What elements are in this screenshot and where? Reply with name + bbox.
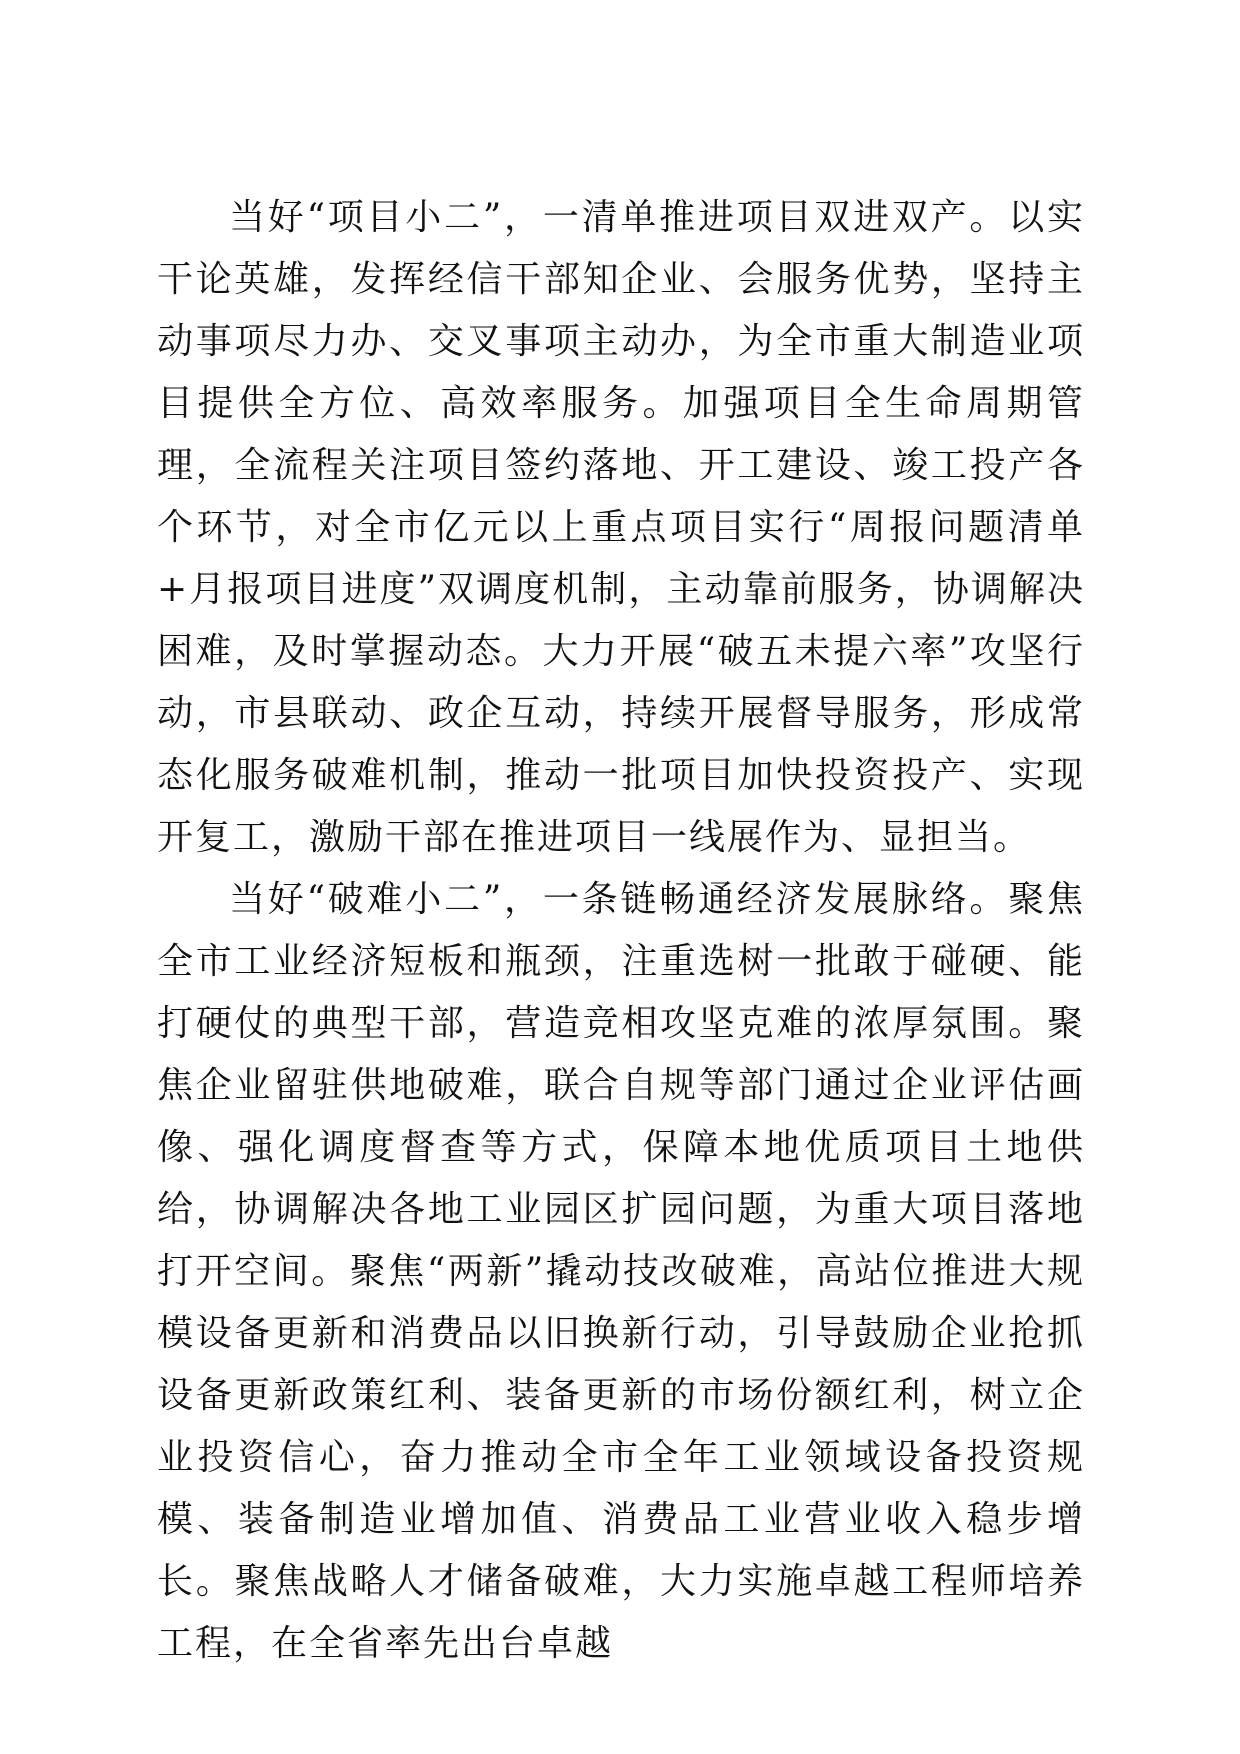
- document-body: [157, 187, 1085, 1675]
- paragraph-problem-solver: 当好“破难小二”，一条链畅通经济发展脉络。聚焦全市工业经济短板和瓶颈，注重选树一批敢于碰硬、能打硬仗的典型干部，营造竞相攻坚克难的浓厚氛围。聚焦企业留驻供地破难，联合自规等部门通过企业评估画像、强化调度督查等方式，保障本地优质项目土地供给，协调解决各地工业园区扩园问题，为重大项目落地打开空间。聚焦“两新”撬动技改破难，高站位推进大规模设备更新和消费品以旧换新行动，引导鼓励企业抢抓设备更新政策红利、装备更新的市场份额红利，树立企业投资信心，奋力推动全市全年工业领域设备投资规模、装备制造业增加值、消费品工业营业收入稳步增长。聚焦战略人才储备破难，大力实施卓越工程师培养工程，在全省率先出台卓越: [157, 879, 1085, 1664]
- paragraph-project-helper: 当好“项目小二”，一清单推进项目双进双产。以实干论英雄，发挥经信干部知企业、会服务优势，坚持主动事项尽力办、交叉事项主动办，为全市重大制造业项目提供全方位、高效率服务。加强项目全生命周期管理，全流程关注项目签约落地、开工建设、竣工投产各个环节，对全市亿元以上重点项目实行“周报问题清单+月报项目进度”双调度机制，主动靠前服务，协调解决困难，及时掌握动态。大力开展“破五未提六率”攻坚行动，市县联动、政企互动，持续开展督导服务，形成常态化服务破难机制，推动一批项目加快投资投产、实现开复工，激励干部在推进项目一线展作为、显担当。: [157, 197, 1085, 858]
